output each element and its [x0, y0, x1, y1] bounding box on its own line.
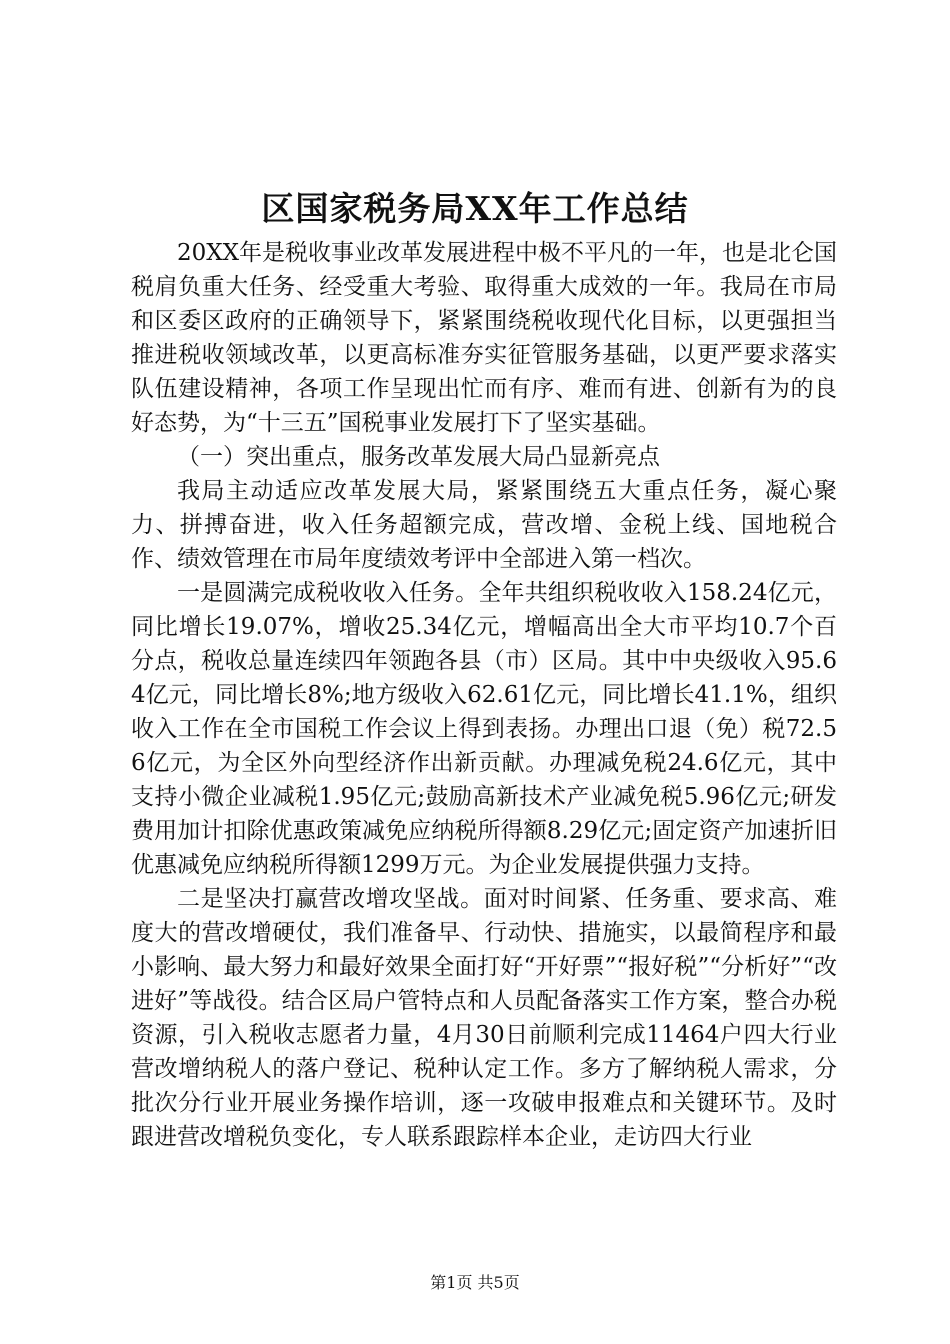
paragraph-vat-reform: 二是坚决打赢营改增攻坚战。面对时间紧、任务重、要求高、难度大的营改增硬仗，我们准备早、行动快、措施实，以最简程序和最小影响、最大努力和最好效果全面打好“开好票”“报好税”“分析好”“改进好”等战役。结合区局户管特点和人员配备落实工作方案，整合办税资源，引入税收志愿者力量，4月30日前顺利完成11464户四大行业营改增纳税人的落户登记、税种认定工作。多方了解纳税人需求，分批次分行业开展业务操作培训，逐一攻破申报难点和关键环节。及时跟进营改增税负变化，专人联系跟踪样本企业，走访四大行业: [131, 886, 837, 1150]
document-body: [131, 236, 837, 1154]
paragraph-tax-revenue: 一是圆满完成税收收入任务。全年共组织税收收入158.24亿元，同比增长19.07%，增收25.34亿元，增幅高出全大市平均10.7个百分点，税收总量连续四年领跑各县（市）区局。其中中央级收入95.64亿元，同比增长8%;地方级收入62.61亿元，同比增长41.1%，组织收入工作在全市国税工作会议上得到表扬。办理出口退（免）税72.56亿元，为全区外向型经济作出新贡献。办理减免税24.6亿元，其中支持小微企业减税1.95亿元;鼓励高新技术产业减免税5.96亿元;研发费用加计扣除优惠政策减免应纳税所得额8.29亿元;固定资产加速折旧优惠减免应纳税所得额1299万元。为企业发展提供强力支持。: [131, 580, 837, 878]
paragraph-intro: 20XX年是税收事业改革发展进程中极不平凡的一年，也是北仑国税肩负重大任务、经受重大考验、取得重大成效的一年。我局在市局和区委区政府的正确领导下，紧紧围绕税收现代化目标，以更强担当推进税收领域改革，以更高标准夯实征管服务基础，以更严要求落实队伍建设精神，各项工作呈现出忙而有序、难而有进、创新有为的良好态势，为“十三五”国税事业发展打下了坚实基础。: [131, 240, 838, 436]
document-title: 区国家税务局XX年工作总结: [261, 189, 689, 228]
paragraph-section-summary: 我局主动适应改革发展大局，紧紧围绕五大重点任务，凝心聚力、拼搏奋进，收入任务超额完成，营改增、金税上线、国地税合作、绩效管理在市局年度绩效考评中全部进入第一档次。: [131, 478, 837, 572]
page-number-footer: 第1页 共5页: [430, 1273, 520, 1292]
section-heading-1: （一）突出重点，服务改革发展大局凸显新亮点: [177, 444, 660, 470]
